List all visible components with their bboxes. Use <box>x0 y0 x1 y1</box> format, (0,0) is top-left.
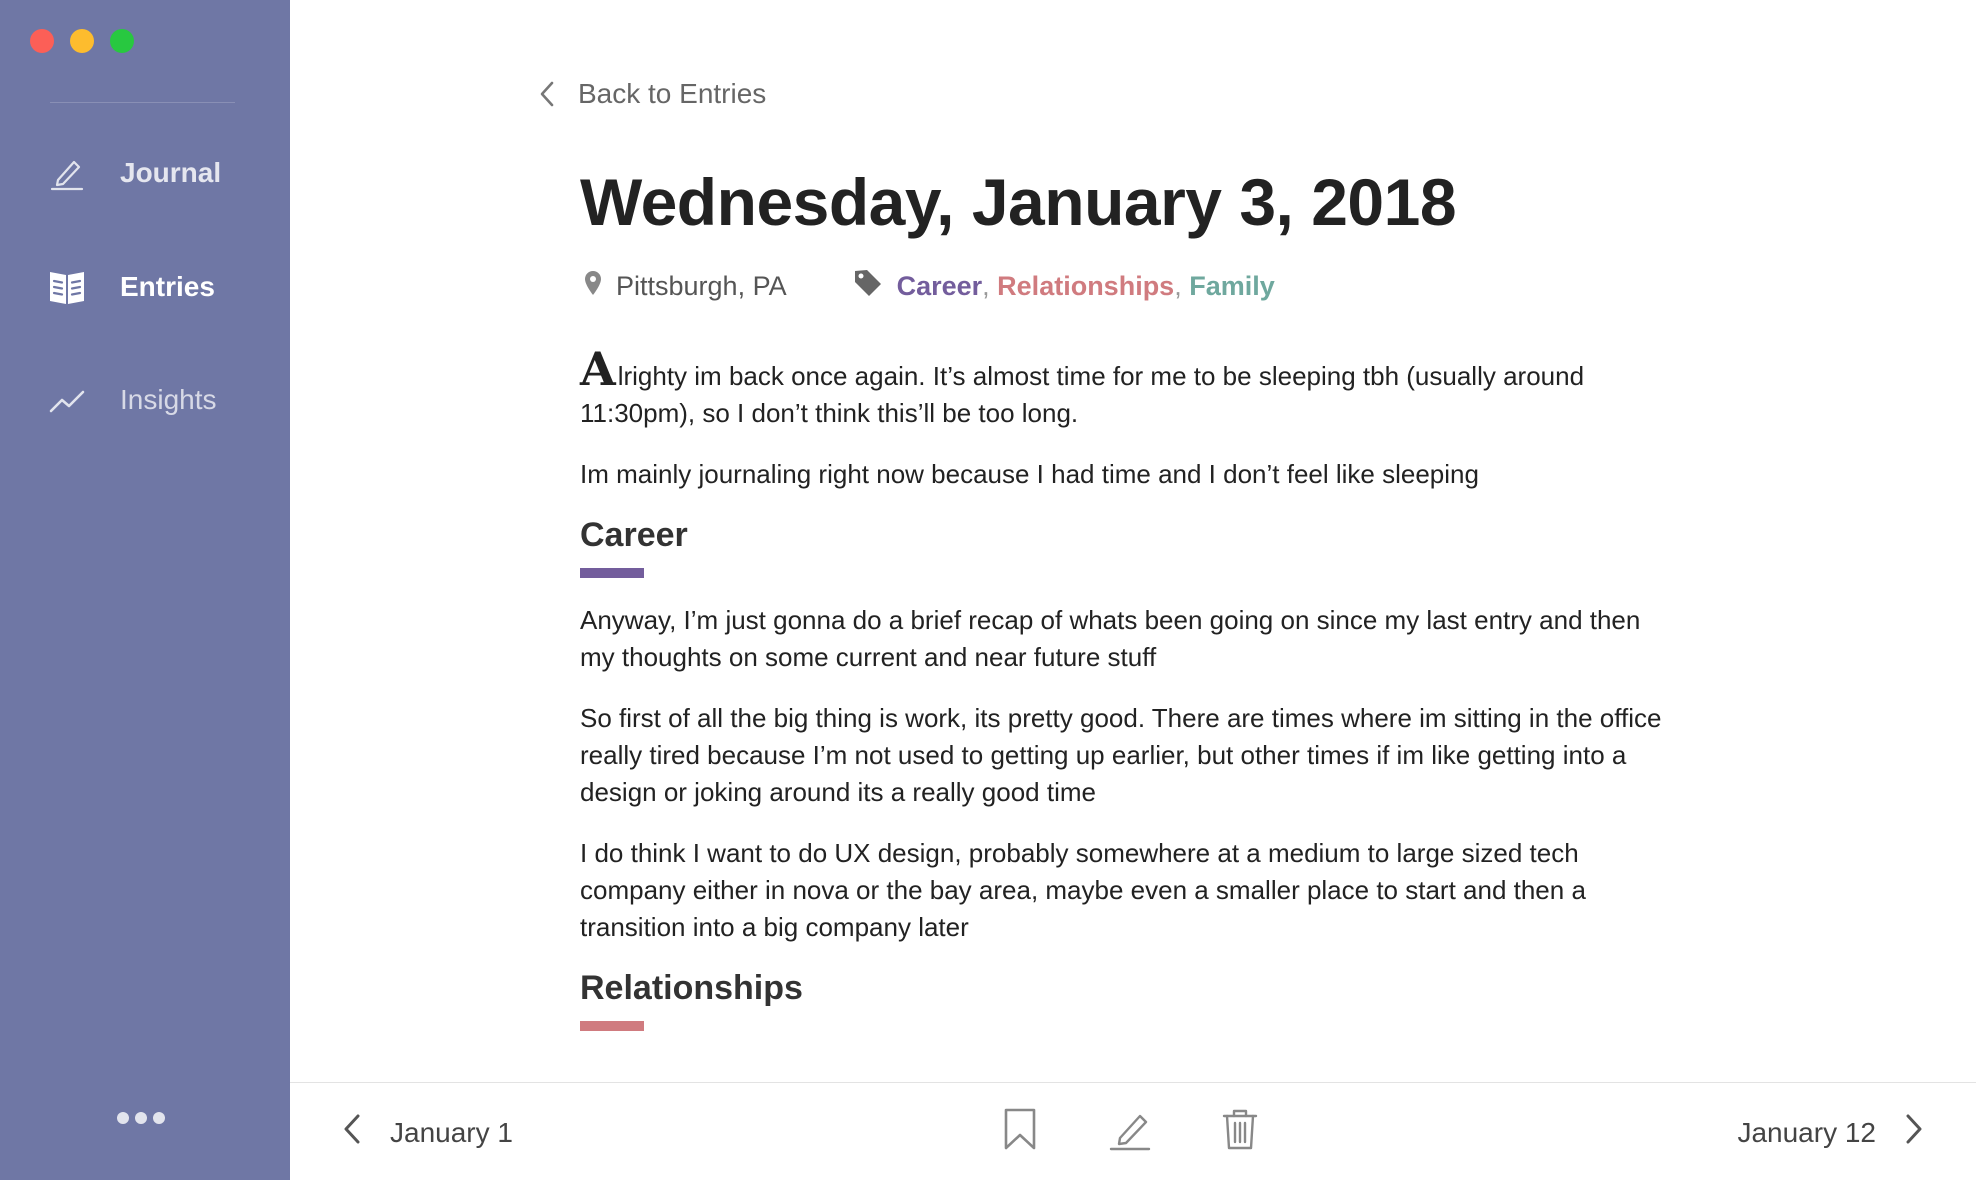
pencil-icon <box>1108 1107 1152 1156</box>
pencil-icon <box>48 154 86 192</box>
maximize-window-button[interactable] <box>110 29 134 53</box>
location-text: Pittsburgh, PA <box>616 271 787 301</box>
trash-icon <box>1222 1108 1258 1155</box>
section-underline-career <box>580 568 644 578</box>
next-entry-button[interactable] <box>1737 1113 1924 1152</box>
career-paragraph: Anyway, I’m just gonna do a brief recap of whats been going on since my last entry and then my thoughts on some current and near future stuff <box>580 605 1641 672</box>
more-dots-icon[interactable] <box>117 1112 165 1124</box>
trend-line-icon <box>48 381 86 419</box>
minimize-window-button[interactable] <box>70 29 94 53</box>
entry-view <box>290 0 1976 1082</box>
bookmark-button[interactable] <box>998 1107 1042 1155</box>
chevron-left-icon <box>342 1113 362 1152</box>
sidebar-item-label: Journal <box>120 157 222 188</box>
previous-entry-button[interactable] <box>342 1113 513 1152</box>
chevron-left-icon <box>538 79 558 109</box>
tag-list: Career, Relationships, Family <box>853 268 1275 305</box>
career-paragraph: I do think I want to do UX design, probably somewhere at a medium to large sized tech company either in nova or the bay area, maybe even a smaller place to start and then a transition into a big company later <box>580 838 1586 942</box>
sidebar <box>0 0 290 1180</box>
intro-paragraph-1: Alrighty im back once again. It’s almost time for me to be sleeping tbh (usually around 11:30pm), so I don’t think this’ll be too long. <box>580 342 1585 428</box>
next-entry-label: January 12 <box>1737 1116 1876 1148</box>
section-heading-career: Career <box>580 516 688 554</box>
drop-cap: A <box>580 342 616 396</box>
chevron-right-icon <box>1904 1113 1924 1152</box>
sidebar-item-label: Entries <box>120 271 215 302</box>
back-label: Back to Entries <box>578 78 767 109</box>
entry-meta <box>584 268 1275 305</box>
book-icon <box>48 268 86 306</box>
previous-entry-label: January 1 <box>390 1116 513 1148</box>
sidebar-item-insights[interactable] <box>48 381 217 419</box>
tag-icon <box>853 268 883 305</box>
sidebar-item-entries[interactable] <box>48 268 215 306</box>
location <box>584 270 787 303</box>
intro-paragraph-2: Im mainly journaling right now because I had time and I don’t feel like sleeping <box>580 459 1479 489</box>
tag-family[interactable]: Family <box>1189 271 1275 301</box>
section-heading-relationships: Relationships <box>580 969 803 1007</box>
bookmark-icon <box>1003 1108 1037 1155</box>
entry-title: Wednesday, January 3, 2018 <box>580 165 1457 239</box>
back-to-entries-link[interactable] <box>538 78 766 110</box>
sidebar-item-label: Insights <box>120 384 217 415</box>
edit-button[interactable] <box>1108 1107 1152 1155</box>
section-underline-relationships <box>580 1021 644 1031</box>
close-window-button[interactable] <box>30 29 54 53</box>
delete-button[interactable] <box>1218 1107 1262 1155</box>
sidebar-divider <box>50 102 235 103</box>
tag-career[interactable]: Career <box>896 271 983 301</box>
tag-relationships[interactable]: Relationships <box>997 271 1175 301</box>
bottom-toolbar <box>290 1082 1976 1180</box>
entry-body <box>580 342 1670 1055</box>
window-controls <box>30 29 134 53</box>
sidebar-item-journal[interactable] <box>48 154 221 192</box>
career-paragraph: So first of all the big thing is work, its pretty good. There are times where im sitting in the office really tired because I’m not used to getting up earlier, but other times if im like getting into a design or joking around its a really good time <box>580 703 1662 807</box>
location-pin-icon <box>584 270 602 303</box>
